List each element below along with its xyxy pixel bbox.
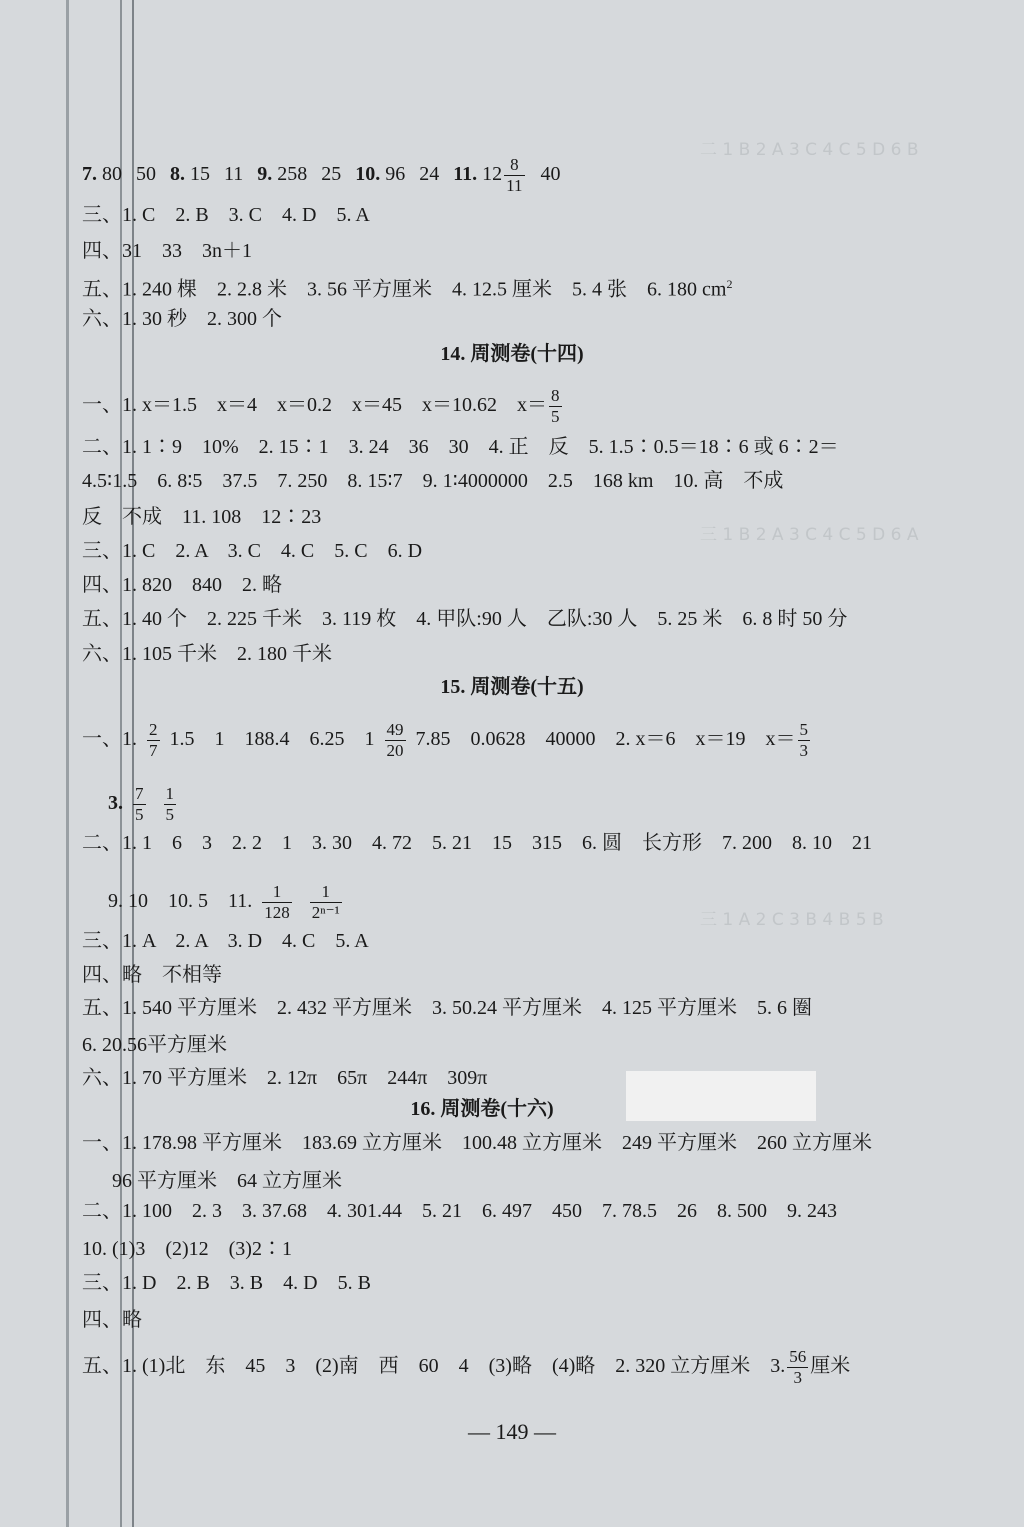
bleed-through-text: 二 1 B 2 A 3 C 4 C 5 D 6 B xyxy=(700,140,919,160)
page-number: — 149 — xyxy=(468,1419,556,1444)
fraction: $\frac{2}{7}$ xyxy=(149,720,158,760)
binding-line xyxy=(66,0,69,1527)
answer-line: 四、31 33 3n＋1 xyxy=(82,240,252,262)
answer-line: 三、1. C 2. B 3. C 4. D 5. A xyxy=(82,204,370,226)
answer-line: 一、1. 178.98 平方厘米 183.69 立方厘米 100.48 立方厘米 249 平方厘米 260 立方厘米 xyxy=(82,1132,872,1154)
answer-line: 6. 20.56平方厘米 xyxy=(82,1034,227,1056)
fraction: $\frac{8}{11}$ xyxy=(506,155,523,195)
answer-line: 3. $\frac{7}{5}$ $\frac{1}{5}$ xyxy=(108,784,174,824)
fraction: $\frac{49}{20}$ xyxy=(386,720,404,760)
answer-line: 三、1. C 2. A 3. C 4. C 5. C 6. D xyxy=(82,540,423,562)
answer-line: 反 不成 11. 108 12∶23 xyxy=(82,506,322,528)
answer-line: 四、略 xyxy=(82,1309,142,1331)
answer-line: 三、1. A 2. A 3. D 4. C 5. A xyxy=(82,930,369,952)
answer-line: 96 平方厘米 64 立方厘米 xyxy=(112,1170,342,1192)
fraction: $\frac{1}{128}$ xyxy=(264,882,290,922)
answer-line: 五、1. 40 个 2. 225 千米 3. 119 枚 4. 甲队:90 人 乙队:30 人 5. 25 米 6. 8 时 50 分 xyxy=(82,608,848,630)
answer-line: 一、1. $\frac{2}{7}$ 1.5 1 188.4 6.25 1 $\frac{49}{20}$ 7.85 0.0628 40000 2. x＝6 x＝19 x＝ $\frac{5}{3}$ xyxy=(82,720,808,760)
answer-line: 六、1. 70 平方厘米 2. 12π 65π 244π 309π xyxy=(82,1067,488,1089)
fraction: $\frac{7}{5}$ xyxy=(135,784,144,824)
answer-line: 五、1. (1)北 东 45 3 (2)南 西 60 4 (3)略 (4)略 2. 320 立方厘米 3. $\frac{56}{3}$ 厘米 xyxy=(82,1347,851,1387)
answer-line: 五、1. 540 平方厘米 2. 432 平方厘米 3. 50.24 平方厘米 4. 125 平方厘米 5. 6 圈 xyxy=(82,997,812,1019)
answer-line: 六、1. 30 秒 2. 300 个 xyxy=(82,308,282,330)
answer-line: 六、1. 105 千米 2. 180 千米 xyxy=(82,643,332,665)
fraction: $\frac{8}{5}$ xyxy=(551,386,560,426)
binding-line xyxy=(132,0,134,1527)
answer-line: 10. (1)3 (2)12 (3)2∶1 xyxy=(82,1238,292,1260)
fraction: $\frac{5}{3}$ xyxy=(799,720,808,760)
binding-line xyxy=(120,0,122,1527)
answer-line: 二、1. 1 6 3 2. 2 1 3. 30 4. 72 5. 21 15 315 6. 圆 长方形 7. 200 8. 10 21 xyxy=(82,832,872,854)
answer-line: 7. 80 50 8. 15 11 9. 258 25 10. 96 24 11. 12 $\frac{8}{11}$ 40 xyxy=(82,155,561,195)
fraction: $\frac{1}{5}$ xyxy=(165,784,174,824)
bleed-through-text: 三 1 A 2 C 3 B 4 B 5 B xyxy=(700,910,884,930)
answer-line: 二、1. 1∶9 10% 2. 15∶1 3. 24 36 30 4. 正 反 5. 1.5∶0.5＝18∶6 或 6∶2＝ xyxy=(82,436,839,458)
answer-line: 二、1. 100 2. 3 3. 37.68 4. 301.44 5. 21 6. 497 450 7. 78.5 26 8. 500 9. 243 xyxy=(82,1200,837,1222)
answer-line: 9. 10 10. 5 11. $\frac{1}{128}$ $\frac{1}{\text{2ⁿ⁻¹}}$ xyxy=(108,882,340,922)
fraction: $\frac{56}{3}$ xyxy=(789,1347,807,1387)
redaction-box xyxy=(626,1071,816,1121)
fraction: $\frac{1}{\text{2ⁿ⁻¹}}$ xyxy=(311,882,340,922)
section-title: 15. 周测卷(十五) xyxy=(440,676,584,698)
answer-line: 四、略 不相等 xyxy=(82,964,222,986)
bleed-through-text: 三 1 B 2 A 3 C 4 C 5 D 6 A xyxy=(700,525,919,545)
section-title: 16. 周测卷(十六) xyxy=(410,1098,554,1120)
answer-line: 4.5∶1.5 6. 8∶5 37.5 7. 250 8. 15∶7 9. 1∶4000000 2.5 168 km 10. 高 不成 xyxy=(82,470,784,492)
answer-line: 一、1. x＝1.5 x＝4 x＝0.2 x＝45 x＝10.62 x＝ $\frac{8}{5}$ xyxy=(82,386,560,426)
answer-line: 三、1. D 2. B 3. B 4. D 5. B xyxy=(82,1272,371,1294)
answer-line: 四、1. 820 840 2. 略 xyxy=(82,574,282,596)
answer-line: 五、1. 240 棵 2. 2.8 米 3. 56 平方厘米 4. 12.5 厘米 5. 4 张 6. 180 $cm^2$ xyxy=(82,277,733,301)
section-title: 14. 周测卷(十四) xyxy=(440,343,584,365)
